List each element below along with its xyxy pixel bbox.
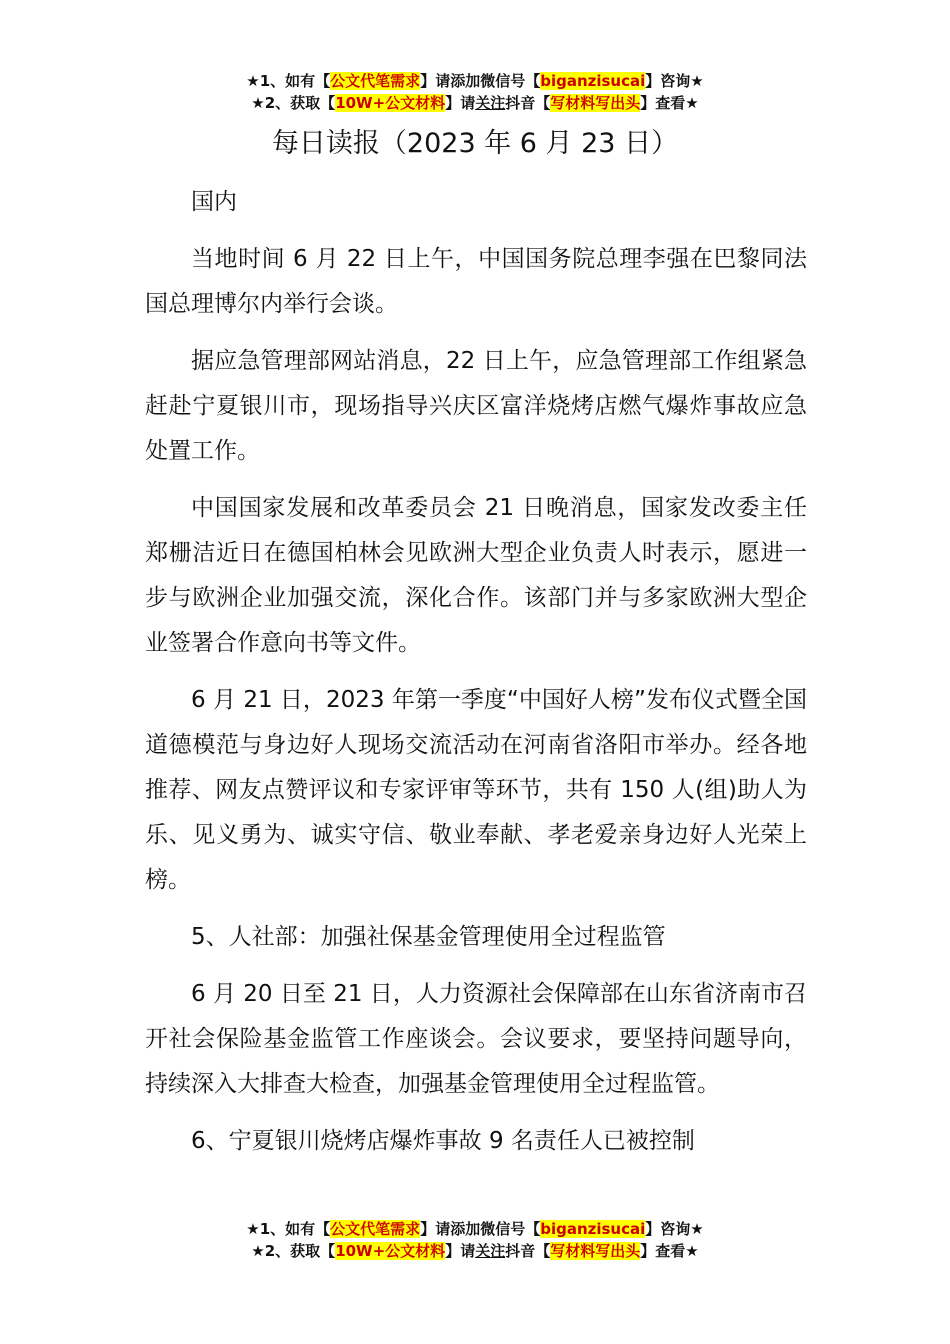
numbered-heading: 6、宁夏银川烧烤店爆炸事故 9 名责任人已被控制 [191, 1128, 695, 1154]
section-heading: 国内 [191, 189, 237, 215]
follow-underlined: 关注 [475, 94, 506, 112]
highlight-materials: 10W+公文材料 [335, 94, 446, 112]
highlight-douyin-account: 写材料写出头 [550, 94, 641, 112]
highlight-wechat-id: biganzisucai [540, 1220, 646, 1238]
highlight-materials: 10W+公文材料 [335, 1242, 446, 1260]
paragraph: 中国国家发展和改革委员会 21 日晚消息，国家发改委主任郑栅洁近日在德国柏林会见欧洲大型企业负责人时表示，愿进一步与欧洲企业加强交流，深化合作。该部门并与多家欧洲大型企业签署合作意向书等文件。 [145, 495, 807, 656]
paragraph: 6 月 20 日至 21 日，人力资源社会保障部在山东省济南市召开社会保险基金监管工作座谈会。会议要求，要坚持问题导向，持续深入大排查大检查，加强基金管理使用全过程监管。 [145, 981, 807, 1097]
promo-banner-top [0, 70, 950, 114]
paragraph: 据应急管理部网站消息，22 日上午，应急管理部工作组紧急赶赴宁夏银川市，现场指导兴庆区富洋烧烤店燃气爆炸事故应急处置工作。 [145, 348, 807, 464]
follow-underlined: 关注 [475, 1242, 506, 1260]
paragraph: 当地时间 6 月 22 日上午，中国国务院总理李强在巴黎同法国总理博尔内举行会谈。 [145, 246, 807, 317]
promo-line-1: ★1、如有【公文代笔需求】请添加微信号【biganzisucai】咨询★ [246, 1220, 704, 1238]
document-title: 每日读报（2023 年 6 月 23 日） [271, 128, 679, 159]
promo-line-1: ★1、如有【公文代笔需求】请添加微信号【biganzisucai】咨询★ [246, 72, 704, 90]
highlight-service: 公文代笔需求 [330, 1220, 421, 1238]
promo-line-2: ★2、获取【10W+公文材料】请关注抖音【写材料写出头】查看★ [251, 1242, 699, 1260]
highlight-service: 公文代笔需求 [330, 72, 421, 90]
highlight-wechat-id: biganzisucai [540, 72, 646, 90]
promo-banner-bottom [0, 1218, 950, 1262]
promo-line-2: ★2、获取【10W+公文材料】请关注抖音【写材料写出头】查看★ [251, 94, 699, 112]
highlight-douyin-account: 写材料写出头 [550, 1242, 641, 1260]
paragraph: 6 月 21 日，2023 年第一季度“中国好人榜”发布仪式暨全国道德模范与身边好人现场交流活动在河南省洛阳市举办。经各地推荐、网友点赞评议和专家评审等环节，共有 150 人(组)助人为乐、见义勇为、诚实守信、敬业奉献、孝老爱亲身边好人光荣上榜。 [145, 687, 807, 893]
document-body [145, 180, 807, 1176]
numbered-heading: 5、人社部：加强社保基金管理使用全过程监管 [191, 924, 666, 950]
